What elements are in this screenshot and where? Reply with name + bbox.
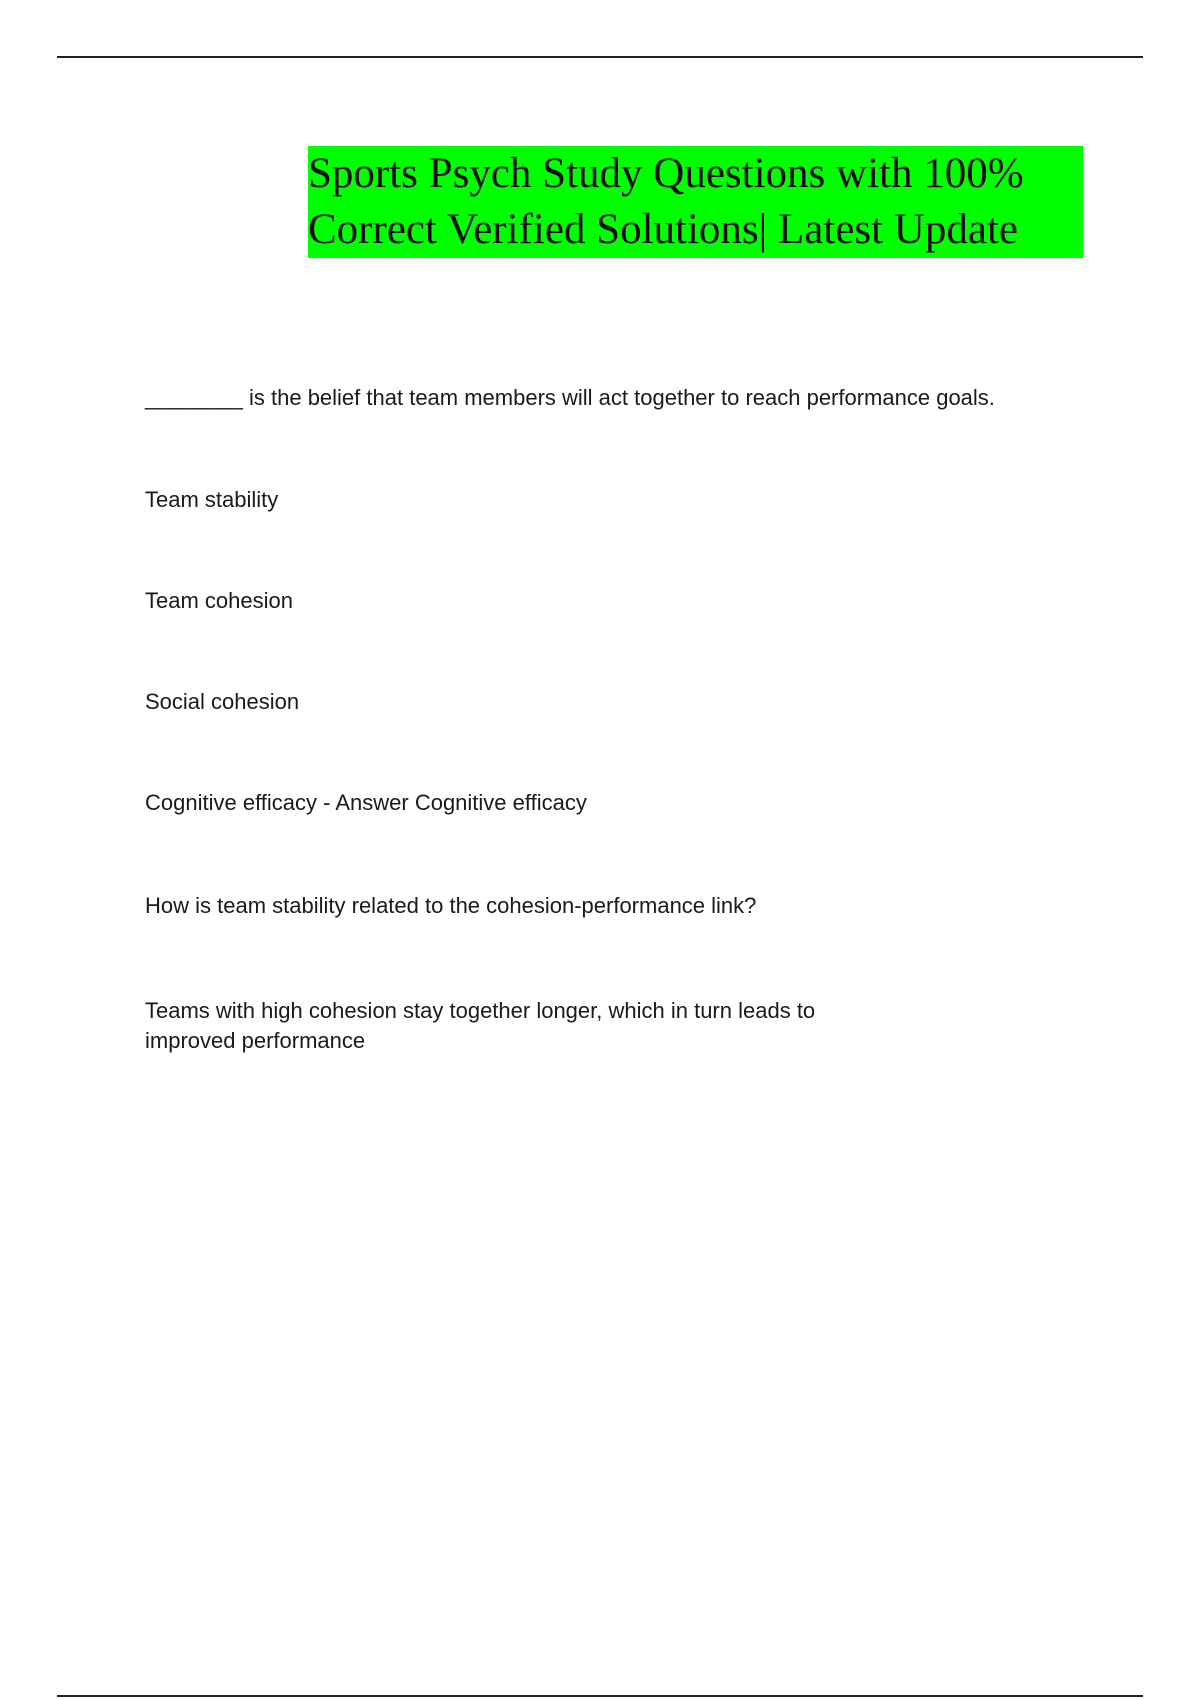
- header-rule: [57, 56, 1143, 58]
- title-line-2: Correct Verified Solutions| Latest Update: [308, 202, 1083, 258]
- option-team-stability: Team stability: [145, 487, 279, 512]
- question-2: How is team stability related to the cohesion-performance link?: [145, 893, 757, 918]
- question-1: ________ is the belief that team members will act together to reach performance goals.: [145, 385, 995, 410]
- option-cognitive-efficacy-answer: Cognitive efficacy - Answer Cognitive efficacy: [145, 790, 587, 815]
- option-team-cohesion: Team cohesion: [145, 588, 293, 613]
- document-title: [308, 146, 1083, 258]
- footer-rule: [57, 1695, 1143, 1697]
- option-social-cohesion: Social cohesion: [145, 689, 300, 714]
- title-line-1: Sports Psych Study Questions with 100%: [308, 146, 1083, 202]
- answer-2: Teams with high cohesion stay together longer, which in turn leads to improved performance: [145, 998, 816, 1053]
